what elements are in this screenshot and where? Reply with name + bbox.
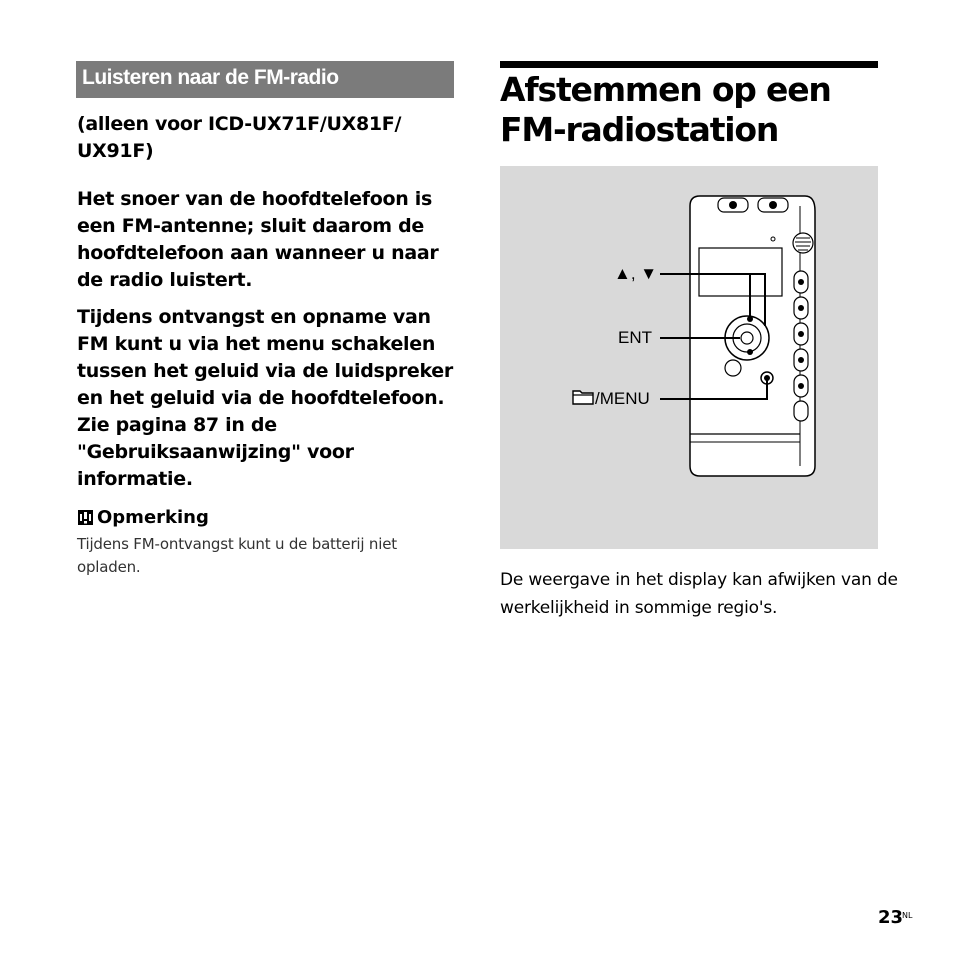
callout-menu [572, 389, 650, 409]
page-title: Afstemmen op een FM-radiostation [500, 70, 831, 149]
section-title: Luisteren naar de FM-radio [76, 61, 454, 98]
callout-ent: ENT [618, 328, 652, 347]
page-language: NL [902, 911, 913, 920]
antenna-paragraph: Het snoer van de hoofdtelefoon is een FM-antenne; sluit daarom de hoofdtelefoon aan wanneer u naar de radio luistert. [77, 188, 439, 291]
note-icon [77, 509, 94, 526]
note-title: Opmerking [97, 507, 209, 528]
device-illustration [500, 166, 878, 549]
page-number: 23 [878, 907, 904, 928]
display [699, 248, 782, 296]
note-heading [77, 507, 209, 528]
note-text: Tijdens FM-ontvangst kunt u de batterij niet opladen. [77, 535, 397, 576]
model-note: (alleen voor ICD-UX71F/UX81F/ UX91F) [77, 113, 402, 162]
recorder-drawing [500, 166, 878, 549]
folder-icon [572, 391, 594, 407]
display-caption: De weergave in het display kan afwijken van de werkelijkheid in sommige regio's. [500, 570, 898, 618]
menu-switch-paragraph: Tijdens ontvangst en opname van FM kunt u via het menu schakelen tussen het geluid via de luidspreker en het geluid via de hoofdtelefoon. Zie pagina 87 in de "Gebruiksaanwijzing" voor informatie. [77, 306, 453, 490]
title-rule [500, 61, 878, 68]
callout-arrows: ▲, ▼ [614, 264, 658, 283]
callout-menu-label: /MENU [595, 389, 650, 408]
